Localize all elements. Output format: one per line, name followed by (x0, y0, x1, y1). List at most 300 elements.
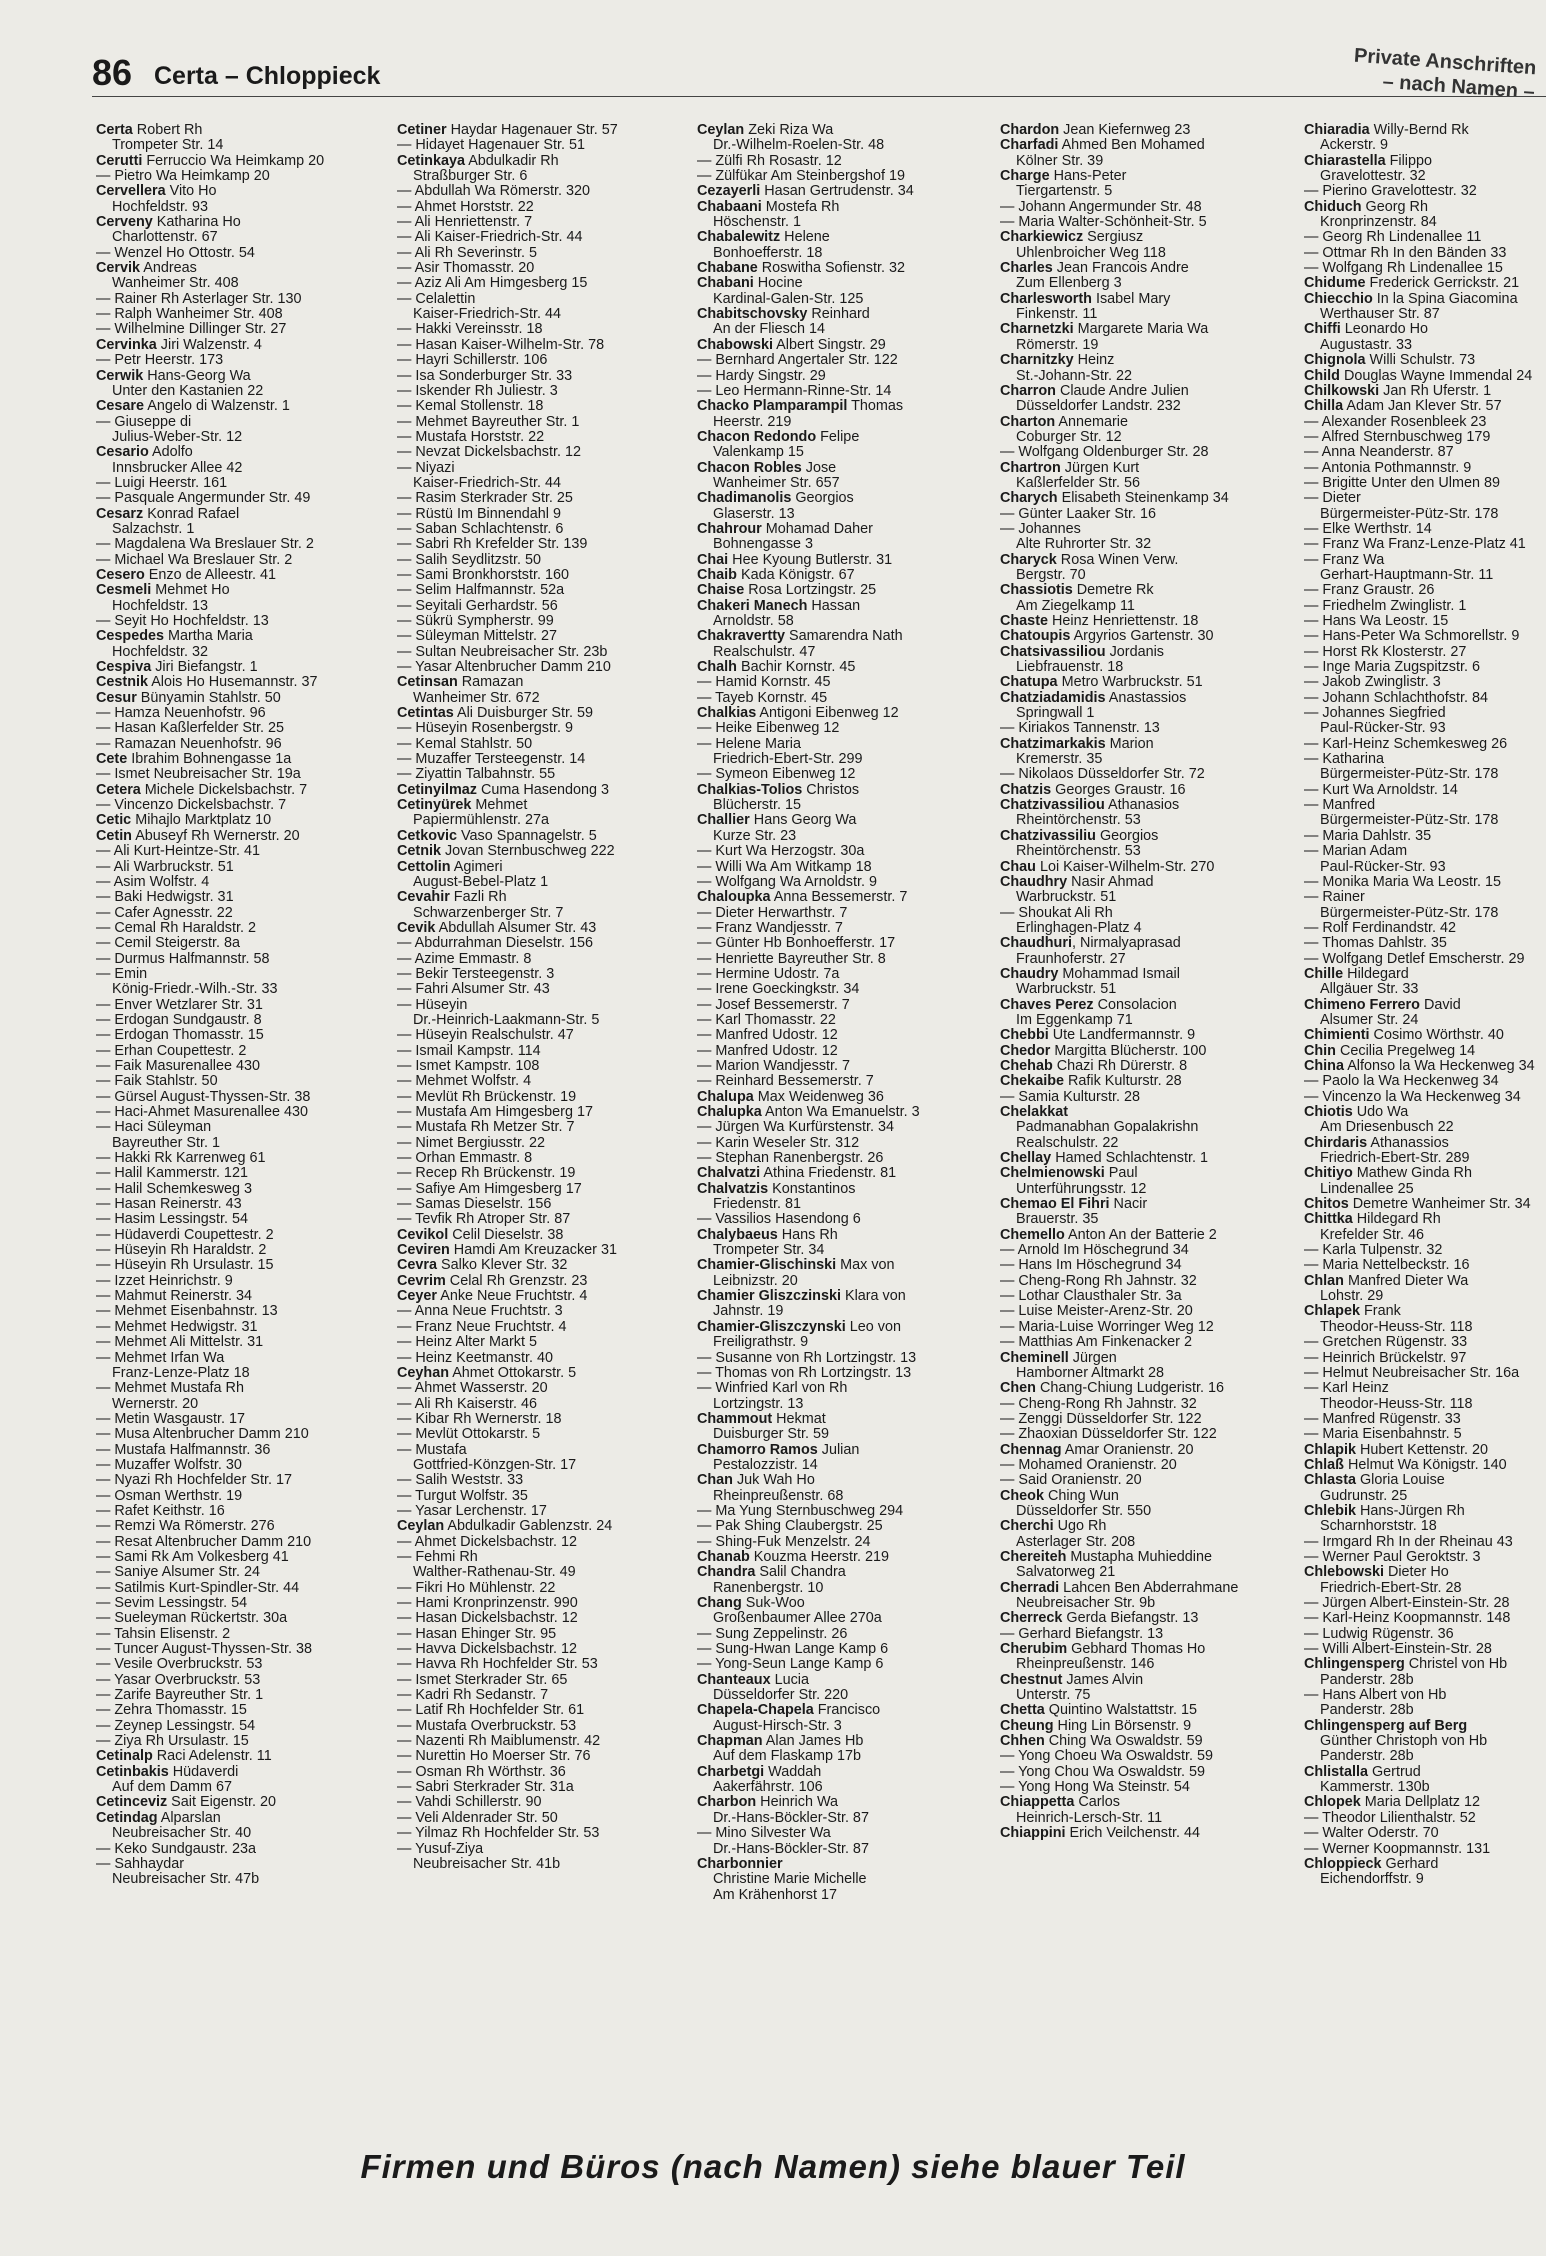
entry-surname: Chabowski (697, 336, 773, 353)
entry-sub: — Samas Dieselstr. 156 (397, 1196, 552, 1213)
entry-details: Alfonso la Wa Heckenweg 34 (1343, 1057, 1535, 1074)
entry-continuation: Uhlenbroicher Weg 118 (1016, 244, 1166, 261)
entry-sub: — Fahri Alsumer Str. 43 (397, 981, 550, 998)
entry-details: Frank (1359, 1303, 1401, 1320)
entry-sub: — Karl Heinz (1304, 1380, 1389, 1397)
entry-sub: — Emin (96, 965, 148, 982)
directory-entry (697, 123, 997, 138)
entry-sub: — Stephan Ranenbergstr. 26 (697, 1150, 884, 1167)
directory-entry (697, 553, 997, 568)
entry-continuation: Am Driesenbusch 22 (1320, 1119, 1454, 1136)
directory-entry (1000, 1166, 1290, 1181)
entry-surname: Chacon Robles (697, 459, 802, 476)
directory-entry (1000, 353, 1290, 368)
directory-entry (1000, 1381, 1290, 1396)
directory-entry (697, 583, 997, 598)
entry-sub: — Ahmet Wasserstr. 20 (397, 1380, 548, 1397)
entry-sub: — Magdalena Wa Breslauer Str. 2 (96, 536, 314, 553)
entry-details: Michele Dickelsbachstr. 7 (140, 781, 308, 798)
entry-sub: — Jürgen Albert-Einstein-Str. 28 (1304, 1595, 1510, 1611)
entry-sub: — Haci Süleyman (96, 1119, 212, 1136)
entry-sub: — Zarife Bayreuther Str. 1 (96, 1687, 264, 1704)
entry-details: Jean Francois Andre (1052, 260, 1189, 277)
entry-sub: — Havva Dickelsbachstr. 12 (397, 1641, 577, 1658)
entry-sub: — Dieter (1304, 490, 1361, 507)
entry-continuation: Theodor-Heuss-Str. 118 (1320, 1395, 1473, 1412)
entry-sub: — Tahsin Elisenstr. 2 (96, 1625, 231, 1642)
directory-entry (1000, 461, 1290, 476)
entry-details: Anke Neue Fruchtstr. 4 (437, 1288, 588, 1305)
directory-entry (96, 691, 376, 706)
entry-details: Georges Graustr. 16 (1051, 781, 1186, 798)
entry-details: Anna Bessemerstr. 7 (770, 889, 908, 906)
directory-entry (1000, 1519, 1290, 1534)
entry-sub: — Anna Neue Fruchtstr. 3 (397, 1303, 563, 1320)
entry-sub: — Safiye Am Himgesberg 17 (397, 1180, 582, 1197)
entry-sub: — Rüstü Im Binnendahl 9 (397, 505, 561, 522)
entry-sub: — Alexander Rosenbleek 23 (1304, 413, 1487, 430)
entry-continuation: Rheinpreußenstr. 68 (713, 1487, 844, 1504)
entry-continuation: Kaiser-Friedrich-Str. 44 (413, 306, 561, 323)
entry-details: Loi Kaiser-Wilhelm-Str. 270 (1035, 858, 1215, 875)
entry-details: Albert Singstr. 29 (772, 336, 886, 353)
entry-details: Abdullah Alsumer Str. 43 (435, 919, 597, 936)
entry-sub: — Zeynep Lessingstr. 54 (96, 1717, 256, 1734)
entry-continuation: Am Ziegelkamp 11 (1016, 597, 1135, 614)
entry-sub: — Ahmet Horststr. 22 (397, 198, 534, 215)
entry-surname: China (1304, 1057, 1344, 1074)
directory-entry (1304, 1504, 1546, 1519)
directory-entry (1000, 1550, 1290, 1565)
entry-surname: Chaste (1000, 613, 1048, 629)
entry-surname: Chilkowski (1304, 382, 1380, 399)
entry-sub: — Werner Paul Geroktstr. 3 (1304, 1548, 1481, 1565)
entry-surname: Cespedes (96, 628, 164, 645)
entry-details: Athanasios (1104, 797, 1180, 814)
directory-entry (1000, 230, 1290, 245)
entry-sub: — Vincenzo Dickelsbachstr. 7 (96, 797, 287, 814)
entry-surname: Cetinyilmaz (397, 781, 477, 798)
entry-details: Fazli Rh (449, 889, 507, 906)
entry-sub: — Ismet Kampstr. 108 (397, 1057, 540, 1074)
entry-details: Hocine (753, 275, 803, 292)
entry-surname: Chalvatzis (697, 1180, 769, 1197)
entry-sub: — Ziyattin Talbahnstr. 55 (397, 766, 556, 783)
directory-entry (1304, 967, 1546, 982)
entry-continuation: Panderstr. 28b (1320, 1671, 1414, 1688)
entry-sub: — Luigi Heerstr. 161 (96, 474, 228, 491)
entry-sub: — Gretchen Rügenstr. 33 (1304, 1334, 1468, 1351)
entry-surname: Ceylan (397, 1518, 445, 1535)
entry-surname: Chanteaux (697, 1671, 771, 1688)
entry-details: Jiri Biefangstr. 1 (151, 659, 258, 676)
entry-details: Konrad Rafael (143, 505, 240, 522)
entry-surname: Chlopek (1304, 1794, 1361, 1811)
entry-details: Mohamad Daher (761, 520, 873, 537)
entry-details: Metro Warbruckstr. 51 (1057, 674, 1203, 691)
entry-sub: — Giuseppe di (96, 413, 192, 430)
entry-continuation: Heerstr. 219 (713, 413, 792, 430)
directory-entry (1000, 1074, 1290, 1089)
entry-surname: Chaise (697, 582, 745, 599)
entry-sub: — Arnold Im Höschegrund 34 (1000, 1242, 1189, 1259)
entry-surname: Cete (96, 751, 128, 768)
entry-sub: — Kadri Rh Sedanstr. 7 (397, 1687, 549, 1704)
entry-surname: Chatsivassiliou (1000, 643, 1106, 660)
entry-surname: Chandra (697, 1564, 756, 1581)
entry-details: Georgios (1095, 827, 1159, 844)
entry-details: Ferruccio Wa Heimkamp 20 (142, 152, 325, 169)
entry-details: Cuma Hasendong 3 (476, 781, 609, 798)
entry-continuation: Ranenbergstr. 10 (713, 1579, 824, 1596)
entry-details: Hans-Georg Wa (143, 367, 251, 384)
entry-continuation: Wanheimer Str. 408 (112, 275, 239, 292)
entry-details: Hekmat (772, 1410, 826, 1427)
entry-details: Ahmet Ottokarstr. 5 (448, 1364, 577, 1381)
entry-details: Samarendra Nath (785, 628, 903, 645)
directory-entry (697, 890, 997, 905)
directory-entry (1000, 1673, 1290, 1688)
entry-details: Haydar Hagenauer Str. 57 (446, 123, 618, 138)
entry-continuation: Franz-Lenze-Platz 18 (112, 1364, 250, 1381)
entry-continuation: Augustastr. 33 (1320, 336, 1412, 353)
directory-column-1 (96, 123, 376, 2123)
entry-details: Gerda Biefangstr. 13 (1062, 1610, 1199, 1627)
entry-sub: — Maria Walter-Schönheit-Str. 5 (1000, 214, 1207, 231)
entry-surname: Charles (1000, 260, 1053, 277)
entry-sub: — Faik Masurenallee 430 (96, 1057, 260, 1074)
entry-sub: — Erhan Coupettestr. 2 (96, 1042, 247, 1059)
entry-surname: Chemao El Fihri (1000, 1196, 1110, 1213)
directory-entry (1000, 415, 1290, 430)
entry-continuation: Liebfrauenstr. 18 (1016, 659, 1124, 676)
entry-surname: Chapela-Chapela (697, 1702, 814, 1719)
entry-surname: Chang (697, 1595, 742, 1611)
entry-details: Enzo de Alleestr. 41 (144, 566, 276, 583)
entry-sub: — Veli Aldenrader Str. 50 (397, 1809, 558, 1826)
entry-continuation: Schwarzenberger Str. 7 (413, 904, 564, 921)
entry-sub: — Keko Sundgaustr. 23a (96, 1840, 257, 1857)
entry-surname: Chiffi (1304, 321, 1341, 338)
directory-entry (96, 399, 376, 414)
directory-entry (697, 307, 997, 322)
entry-surname: Chamier-Glischinski (697, 1257, 837, 1274)
entry-continuation: Leibnizstr. 20 (713, 1272, 798, 1289)
entry-sub: — Gürsel August-Thyssen-Str. 38 (96, 1088, 311, 1105)
entry-details: Quintino Walstattstr. 15 (1044, 1702, 1198, 1719)
entry-sub: — Jürgen Wa Kurfürstenstr. 34 (697, 1119, 895, 1136)
directory-entry (1000, 1642, 1290, 1657)
directory-entry (697, 1412, 997, 1427)
entry-continuation: Düsseldorfer Str. 550 (1016, 1502, 1152, 1519)
entry-sub: — Fikri Ho Mühlenstr. 22 (397, 1579, 556, 1596)
entry-continuation: Höschenstr. 1 (713, 214, 801, 231)
entry-sub: — Ali Warbruckstr. 51 (96, 858, 234, 875)
directory-entry (96, 154, 376, 169)
directory-entry (1000, 1703, 1290, 1718)
entry-details: Hee Kyoung Butlerstr. 31 (728, 551, 893, 568)
entry-surname: Cetinkaya (397, 152, 465, 169)
entry-surname: Chlaß (1304, 1456, 1344, 1473)
entry-sub: — Haci-Ahmet Masurenallee 430 (96, 1104, 308, 1120)
entry-continuation: Eichendorffstr. 9 (1320, 1871, 1424, 1888)
entry-continuation: Heinrich-Lersch-Str. 11 (1016, 1809, 1163, 1826)
entry-sub: — Hüseyin Realschulstr. 47 (397, 1027, 574, 1044)
directory-entry (697, 1228, 997, 1243)
entry-sub: — Marion Wandjesstr. 7 (697, 1057, 851, 1074)
entry-details: Ching Wun (1043, 1487, 1119, 1504)
directory-entry (1000, 998, 1290, 1013)
entry-sub: — Lothar Clausthaler Str. 3a (1000, 1288, 1182, 1305)
entry-continuation: Wanheimer Str. 672 (413, 689, 540, 706)
entry-continuation: Auf dem Damm 67 (112, 1779, 232, 1796)
entry-sub: — Niyazi (397, 459, 455, 476)
entry-sub: — Johannes (1000, 520, 1081, 537)
entry-surname: Charyck (1000, 551, 1057, 568)
entry-details: Raci Adelenstr. 11 (152, 1748, 272, 1765)
entry-details: Zeki Riza Wa (744, 123, 834, 138)
entry-sub: — Irmgard Rh In der Rheinau 43 (1304, 1533, 1513, 1550)
entry-continuation: Salzachstr. 1 (112, 520, 195, 537)
directory-entry (397, 1228, 677, 1243)
entry-sub: — Turgut Wolfstr. 35 (397, 1487, 528, 1504)
directory-entry (1000, 583, 1290, 598)
entry-details: Demetre Rk (1072, 582, 1154, 599)
entry-continuation: Kronprinzenstr. 84 (1320, 214, 1437, 231)
entry-sub: — Nyazi Rh Hochfelder Str. 17 (96, 1472, 292, 1489)
entry-details: Bünyamin Stahlstr. 50 (136, 689, 281, 706)
entry-continuation: Kaiser-Friedrich-Str. 44 (413, 474, 561, 491)
entry-surname: Chalybaeus (697, 1226, 778, 1243)
entry-details: Isabel Mary (1091, 290, 1171, 307)
entry-continuation: Hamborner Altmarkt 28 (1016, 1364, 1164, 1381)
entry-surname: Chadimanolis (697, 490, 792, 507)
entry-surname: Chalupka (697, 1104, 762, 1120)
directory-entry (697, 184, 997, 199)
entry-continuation: Arnoldstr. 58 (713, 613, 794, 629)
entry-details: Francisco (813, 1702, 881, 1719)
directory-entry (1304, 123, 1546, 138)
entry-surname: Cesario (96, 444, 149, 461)
entry-sub: — Sami Rk Am Volkesberg 41 (96, 1548, 289, 1565)
entry-sub: — Vassilios Hasendong 6 (697, 1211, 861, 1228)
entry-sub: — Pierino Gravelottestr. 32 (1304, 183, 1477, 200)
entry-sub: — Mehmet Mustafa Rh (96, 1380, 244, 1397)
entry-sub: — Hermine Udostr. 7a (697, 965, 840, 982)
entry-continuation: Lohstr. 29 (1320, 1288, 1384, 1305)
entry-sub: — Rainer (1304, 889, 1365, 906)
entry-sub: — Metin Wasgaustr. 17 (96, 1410, 246, 1427)
entry-details: Jan Rh Uferstr. 1 (1379, 382, 1492, 399)
entry-sub: — Seyitali Gerhardstr. 56 (397, 597, 558, 614)
entry-sub: — Vesile Overbruckstr. 53 (96, 1656, 263, 1673)
directory-entry (697, 430, 997, 445)
entry-surname: Chatoupis (1000, 628, 1071, 645)
entry-details: David (1419, 996, 1461, 1013)
directory-entry (697, 568, 997, 583)
entry-details: Sergiusz (1083, 229, 1144, 246)
entry-surname: Chatzimarkakis (1000, 735, 1106, 752)
entry-sub: — Yasar Overbruckstr. 53 (96, 1671, 261, 1688)
entry-continuation: Bohnengasse 3 (713, 536, 814, 553)
directory-entry (397, 123, 677, 138)
entry-surname: Cetin (96, 827, 132, 844)
entry-continuation: Duisburger Str. 59 (713, 1426, 829, 1443)
entry-continuation: Auf dem Flaskamp 17b (713, 1748, 861, 1765)
entry-continuation: Finkenstr. 11 (1016, 306, 1098, 323)
entry-details: Nasir Ahmad (1067, 873, 1154, 890)
directory-entry (1304, 292, 1546, 307)
entry-surname: Chereiteh (1000, 1548, 1067, 1565)
entry-sub: — Theodor Lilienthalstr. 52 (1304, 1809, 1476, 1826)
entry-continuation: Alsumer Str. 24 (1320, 1011, 1419, 1028)
entry-continuation: Springwall 1 (1016, 705, 1095, 722)
footer-note: Firmen und Büros (nach Namen) siehe blauer Teil (360, 2148, 1186, 2185)
entry-surname: Chalupa (697, 1088, 754, 1105)
entry-details: Nacir (1109, 1196, 1148, 1213)
entry-continuation: Dr.-Wilhelm-Roelen-Str. 48 (713, 137, 885, 154)
entry-continuation: Trompeter Str. 14 (112, 137, 224, 154)
entry-surname: Cetnik (397, 843, 441, 860)
directory-entry (1304, 1473, 1546, 1488)
entry-sub: — Kemal Stahlstr. 50 (397, 735, 533, 752)
entry-sub: — Pasquale Angermunder Str. 49 (96, 490, 311, 507)
entry-sub: — Tuncer August-Thyssen-Str. 38 (96, 1641, 312, 1658)
entry-details: Thomas (847, 398, 904, 415)
entry-sub: — Georg Rh Lindenallee 11 (1304, 229, 1482, 246)
directory-entry (397, 1519, 677, 1534)
entry-sub: — Johann Schlachthofstr. 84 (1304, 689, 1488, 706)
entry-details: Willi Schulstr. 73 (1365, 352, 1476, 369)
entry-sub: — Hans Im Höschegrund 34 (1000, 1257, 1182, 1274)
directory-entry (697, 261, 997, 276)
entry-sub: — Remzi Wa Römerstr. 276 (96, 1518, 275, 1535)
directory-entry (397, 844, 677, 859)
entry-details: Hing Lin Börsenstr. 9 (1053, 1717, 1192, 1734)
entry-details: Mihajlo Marktplatz 10 (131, 812, 272, 829)
entry-continuation: Realschulstr. 47 (713, 643, 816, 660)
entry-sub: — Abdullah Wa Römerstr. 320 (397, 183, 591, 200)
entry-surname: Cerwik (96, 367, 144, 384)
entry-continuation: Coburger Str. 12 (1016, 428, 1122, 445)
entry-continuation: Unter den Kastanien 22 (112, 382, 264, 399)
entry-surname: Chassiotis (1000, 582, 1073, 599)
directory-entry (397, 1274, 677, 1289)
entry-details: Celal Rh Grenzstr. 23 (445, 1272, 588, 1289)
entry-sub: — Willi Wa Am Witkamp 18 (697, 858, 872, 875)
entry-details: Julian (817, 1441, 860, 1458)
entry-surname: Chhen (1000, 1733, 1045, 1750)
entry-continuation: Friedenstr. 81 (713, 1196, 801, 1213)
entry-surname: Chabane (697, 260, 758, 277)
entry-sub: — Mehmet Wolfstr. 4 (397, 1073, 532, 1090)
entry-details: Ute Landfermannstr. 9 (1048, 1027, 1196, 1044)
entry-continuation: Friedrich-Ebert-Str. 28 (1320, 1579, 1462, 1596)
entry-details: Margarete Maria Wa (1073, 321, 1209, 338)
entry-continuation: Lortzingstr. 13 (713, 1395, 804, 1412)
directory-entry (397, 783, 677, 798)
entry-details: Lucia (770, 1671, 809, 1688)
entry-surname: Cervinka (96, 336, 157, 353)
directory-entry (96, 445, 376, 460)
entry-continuation: Walther-Rathenau-Str. 49 (413, 1564, 576, 1581)
entry-sub: — Nurettin Ho Moerser Str. 76 (397, 1748, 591, 1765)
entry-sub: — Mustafa Halfmannstr. 36 (96, 1441, 271, 1458)
entry-details: Sait Eigenstr. 20 (167, 1794, 276, 1811)
entry-sub: — Celalettin (397, 290, 476, 307)
directory-entry (1000, 798, 1290, 813)
entry-details: Christos (802, 781, 860, 798)
entry-sub: — Symeon Eibenweg 12 (697, 766, 856, 783)
entry-sub: — Asim Wolfstr. 4 (96, 873, 210, 890)
directory-entry (96, 629, 376, 644)
directory-entry (1000, 1581, 1290, 1596)
directory-entry (697, 1320, 997, 1335)
directory-column-4 (1000, 123, 1290, 2123)
directory-entry (1000, 629, 1290, 644)
entry-surname: Cetindag (96, 1809, 158, 1826)
entry-surname: Cevikol (397, 1226, 449, 1243)
entry-surname: Chacon Redondo (697, 428, 817, 445)
entry-sub: — Enver Wetzlarer Str. 31 (96, 996, 263, 1013)
entry-continuation: Salvatorweg 21 (1016, 1564, 1116, 1581)
directory-entry (697, 1258, 997, 1273)
directory-entry (1000, 169, 1290, 184)
entry-sub: — Hamza Neuenhofstr. 96 (96, 705, 266, 722)
entry-continuation: Dr.-Hans-Böckler-Str. 87 (713, 1809, 869, 1826)
entry-sub: — Kemal Stollenstr. 18 (397, 398, 544, 415)
entry-continuation: Erlinghagen-Platz 4 (1016, 919, 1142, 936)
entry-surname: Ceylan (697, 123, 745, 138)
entry-surname: Chidume (1304, 275, 1366, 292)
entry-surname: Chahrour (697, 520, 762, 537)
directory-entry (1304, 1059, 1546, 1074)
directory-entry (697, 1090, 997, 1105)
entry-details: Ahmed Ben Mohamed (1058, 137, 1205, 154)
entry-sub: — Wolfgang Detlef Emscherstr. 29 (1304, 950, 1525, 967)
entry-surname: Chelakkat (1000, 1104, 1068, 1120)
entry-surname: Chakeri Manech (697, 597, 808, 614)
entry-sub: — Nikolaos Düsseldorfer Str. 72 (1000, 766, 1205, 783)
entry-surname: Chaudry (1000, 965, 1059, 982)
entry-sub: — Mehmet Hedwigstr. 31 (96, 1318, 258, 1335)
directory-entry (1304, 1565, 1546, 1580)
entry-sub: — Sultan Neubreisacher Str. 23b (397, 643, 608, 660)
entry-sub: — Karl-Heinz Schemkesweg 26 (1304, 735, 1508, 752)
entry-continuation: St.-Johann-Str. 22 (1016, 367, 1132, 384)
entry-sub: — Irene Goeckingkstr. 34 (697, 981, 860, 998)
entry-details: Chang-Chiung Ludgeristr. 16 (1035, 1380, 1224, 1397)
entry-details: Adolfo (148, 444, 193, 461)
directory-entry (1000, 875, 1290, 890)
entry-sub: — Mustafa Horststr. 22 (397, 428, 545, 445)
directory-entry (96, 675, 376, 690)
entry-sub: — Kurt Wa Herzogstr. 30a (697, 843, 865, 860)
directory-entry (697, 491, 997, 506)
entry-sub: — Seyit Ho Hochfeldstr. 13 (96, 613, 269, 629)
directory-entry (1000, 1443, 1290, 1458)
directory-entry (1000, 1611, 1290, 1626)
entry-surname: Chille (1304, 965, 1344, 982)
entry-sub: — Cheng-Rong Rh Jahnstr. 32 (1000, 1395, 1197, 1412)
entry-sub: — Ralph Wanheimer Str. 408 (96, 306, 283, 323)
entry-surname: Chitos (1304, 1196, 1349, 1213)
directory-entry (96, 261, 376, 276)
entry-details: Christel von Hb (1404, 1656, 1508, 1673)
entry-sub: — Yong Choeu Wa Oswaldstr. 59 (1000, 1748, 1214, 1765)
entry-sub: — Günter Hb Bonhoefferstr. 17 (697, 935, 896, 952)
entry-surname: Cestnik (96, 674, 148, 691)
